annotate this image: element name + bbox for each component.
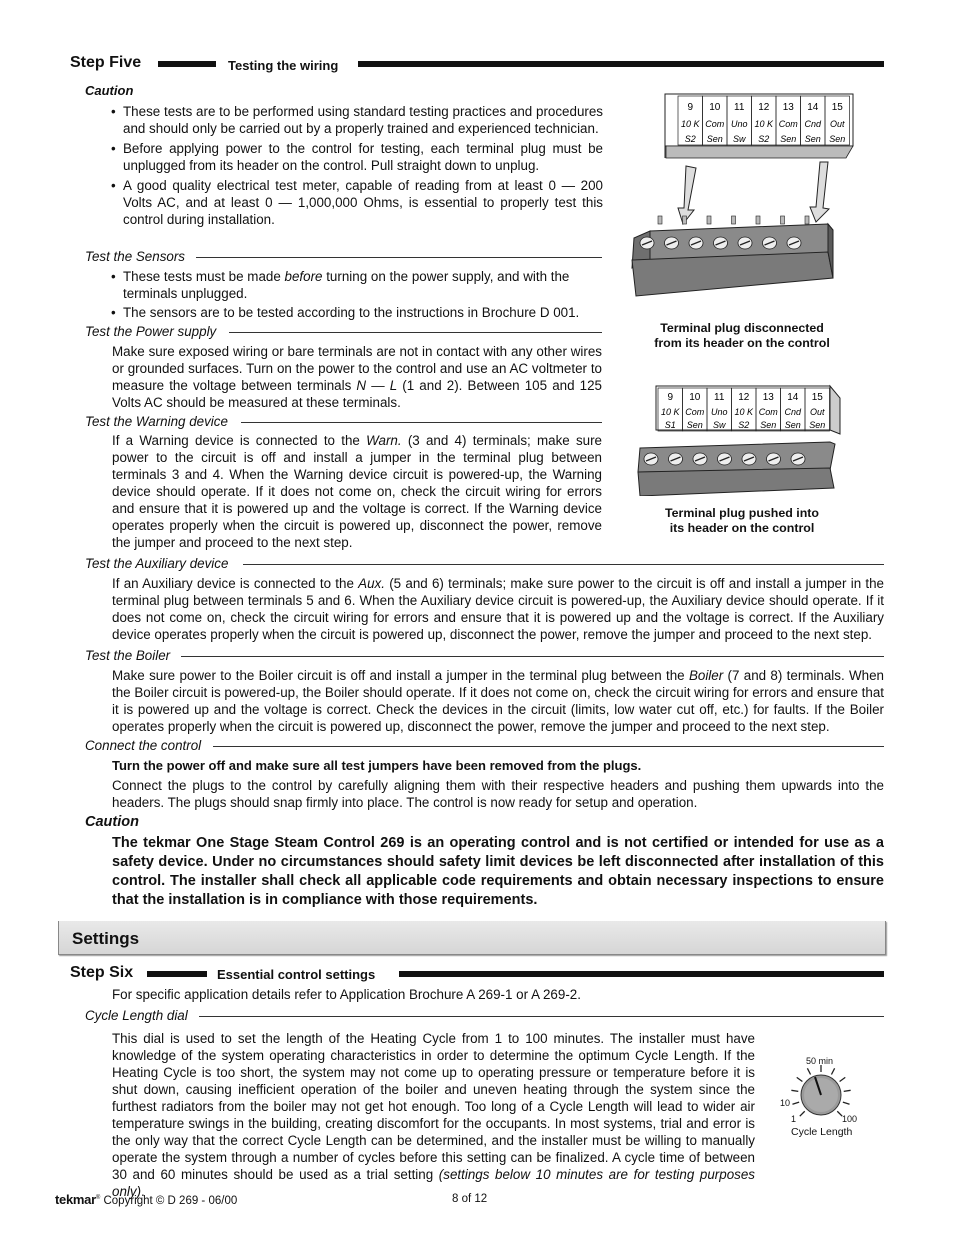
header-bar-right xyxy=(358,61,884,67)
terminal-label-top: Cnd xyxy=(784,407,802,417)
dial-tick xyxy=(844,1090,851,1091)
caution-heading: Caution xyxy=(85,83,134,98)
connect-bold-note: Turn the power off and make sure all test jumpers have been removed from the plugs. xyxy=(112,758,642,773)
terminal-label-bottom: Sen xyxy=(804,134,821,144)
step-five-title: Step Five xyxy=(70,54,142,71)
connect-paragraph: Connect the plugs to the control by carefully aligning them with their respective headers and pushing them upwards into the headers. The plugs should snap firmly into place. The control is now ready for setup and operation. xyxy=(112,778,884,810)
dial-tick xyxy=(792,1102,799,1104)
header-bar-right xyxy=(399,971,884,977)
terminal-number: 14 xyxy=(787,392,799,403)
terminal-number: 12 xyxy=(758,102,770,113)
caution-list xyxy=(111,103,603,230)
terminal-label-top: Com xyxy=(685,407,705,417)
header-pin xyxy=(683,216,687,224)
section-heading-sensors: Test the Sensors xyxy=(85,249,185,264)
footer-page-number: 8 of 12 xyxy=(452,1193,488,1205)
step-five-subtitle: Testing the wiring xyxy=(228,58,339,73)
terminal-label-top: Cnd xyxy=(804,119,822,129)
terminal-label-top: Uno xyxy=(730,119,748,129)
caution-bullet: • Before applying power to the control for testing, each terminal plug must be unplugged from its header on the control. Pull straight down to unplug. xyxy=(111,140,603,174)
rule xyxy=(241,422,602,423)
rule xyxy=(196,257,602,258)
terminal-label-top: Com xyxy=(778,119,798,129)
terminal-label-bottom: Sen xyxy=(809,420,826,430)
terminal-number: 15 xyxy=(831,102,843,113)
terminal-label-bottom: S2 xyxy=(758,134,770,144)
sensors-bullet: • The sensors are to be tested according to the instructions in Brochure D 001. xyxy=(111,304,603,321)
header-pin xyxy=(732,216,736,224)
section-heading-connect: Connect the control xyxy=(85,738,202,753)
terminal-number: 15 xyxy=(811,392,823,403)
terminal-number: 14 xyxy=(807,102,819,113)
header-pin xyxy=(707,216,711,224)
terminal-label-bottom: Sen xyxy=(784,420,801,430)
terminal-label-bottom: S2 xyxy=(684,134,696,144)
dial-max-label: 100 xyxy=(842,1114,858,1124)
terminal-label-bottom: Sen xyxy=(706,134,723,144)
dial-tick xyxy=(831,1068,834,1074)
terminal-label-top: 10 K xyxy=(680,119,700,129)
cycle-paragraph: This dial is used to set the length of the Heating Cycle from 1 to 100 minutes. The installer must have knowledge of the system operating characteristics in order to determine the optimum Cycle Length. If the Heating Cycle is too short, the system may not come up to operating pressure or temperature before it is shut down, causing inefficient operation of the boiler and uneven heating through the system since the furthest radiators from the boiler may not get hot enough. Too long of a Cycle Length will lead to wider air temperature swings in the building, creating discomfort for the occupants. In most systems, trial and error is the only way that the correct Cycle Length can be determined, and the installer must be willing to manually operate the system through a number of cycles before this setting can be finalized. A cycle time of between 30 and 60 minutes should be used as a trial setting (settings below 10 minutes are for testing purposes only). xyxy=(112,1031,755,1199)
terminal-label-bottom: Sen xyxy=(760,420,777,430)
header-bar-left xyxy=(147,971,207,977)
dial-left-label: 10 xyxy=(780,1098,791,1108)
terminal-label-bottom: Sen xyxy=(686,420,703,430)
terminal-number: 9 xyxy=(667,392,674,403)
warning-paragraph: If a Warning device is connected to the Warn. (3 and 4) terminals; make sure power to the circuit is off and install a jumper in the terminal plug between terminals 3 and 4. When the Warning device circuit is powered-up, the Warning device should operate. If it does not come on, check the circuit wiring for errors and ensure that it is powered up and the voltage is correct. If the Warning device operates properly when the circuit is powered up, disconnect the power, remove the jumper and proceed to the next step. xyxy=(112,433,602,550)
terminal-label-bottom: S2 xyxy=(738,420,750,430)
terminal-number: 9 xyxy=(687,102,694,113)
terminal-number: 13 xyxy=(762,392,774,403)
terminal-label-bottom: Sw xyxy=(732,134,746,144)
terminal-label-bottom: Sen xyxy=(780,134,797,144)
step-six-title: Step Six xyxy=(70,964,134,981)
header-pin xyxy=(756,216,760,224)
caution2-heading: Caution xyxy=(85,814,139,830)
figure2-caption: Terminal plug pushed into its header on the control xyxy=(665,506,819,535)
footer-copyright: Copyright © D 269 - 06/00 xyxy=(103,1194,238,1207)
section-heading-cycle: Cycle Length dial xyxy=(85,1008,188,1023)
terminal-label-bottom: Sw xyxy=(712,420,726,430)
terminal-number: 12 xyxy=(738,392,750,403)
aux-paragraph: If an Auxiliary device is connected to the Aux. (5 and 6) terminals; make sure power to the circuit is off and install a jumper in the terminal plug between terminals 5 and 6. When the Auxiliary device circuit is powered-up, the Auxiliary device should operate. If it does not come on, check the circuit wiring for errors and ensure that it is powered up and the voltage is correct. If the Auxiliary device operates properly when the circuit is powered up, disconnect the power, remove the jumper and proceed to the next step. xyxy=(112,576,885,642)
terminal-number: 11 xyxy=(714,392,725,403)
terminal-label-top: Out xyxy=(829,119,845,129)
rule xyxy=(213,746,884,747)
terminal-label-top: Out xyxy=(809,407,825,417)
section-heading-aux: Test the Auxiliary device xyxy=(85,556,229,571)
rule xyxy=(229,332,602,333)
dial-tick xyxy=(807,1068,810,1074)
rule xyxy=(181,656,884,657)
sensors-bullet: • These tests must be made before turning on the power supply, and with the terminals unplugged. xyxy=(111,268,603,302)
rule xyxy=(243,564,884,565)
terminal-label-bottom: S1 xyxy=(664,420,676,430)
figure1-caption: Terminal plug disconnected from its header on the control xyxy=(654,321,830,350)
dial-tick xyxy=(791,1090,798,1091)
section-heading-power: Test the Power supply xyxy=(85,324,217,339)
cycle-length-dial-figure xyxy=(772,1052,878,1142)
terminal-number: 11 xyxy=(734,102,745,113)
caution-bullet: • These tests are to be performed using standard testing practices and procedures and should only be carried out by a properly trained and experienced technician. xyxy=(111,103,603,137)
section-heading-boiler: Test the Boiler xyxy=(85,648,171,663)
dial-tick xyxy=(843,1102,850,1104)
terminal-plug-pushed-figure xyxy=(630,384,858,496)
terminal-label-top: Uno xyxy=(710,407,728,417)
header-bar-left xyxy=(158,61,216,67)
power-paragraph: Make sure exposed wiring or bare terminals are not in contact with any other wires or grounded surfaces. Turn on the power to the control and use an AC voltmeter to measure the voltage between terminals N — L (1 and 2). Between 105 and 125 Volts AC should be measured at these terminals. xyxy=(112,344,602,410)
terminal-number: 10 xyxy=(709,102,721,113)
terminal-plug-disconnected-figure xyxy=(628,88,884,300)
terminal-number: 13 xyxy=(782,102,794,113)
terminal-label-top: 10 K xyxy=(754,119,774,129)
rule xyxy=(199,1016,884,1017)
terminal-number: 10 xyxy=(689,392,701,403)
sensors-list xyxy=(111,268,603,323)
caution2-text: The tekmar One Stage Steam Control 269 is an operating control and is not certified or intended for use as a safety device. Under no circumstances should safety limit devices be left disconnected after installation of this control. The installer shall check all applicable code requirements and obtain necessary inspections to ensure that the installation is in compliance with those requirements. xyxy=(112,835,884,908)
terminal-label-top: Com xyxy=(758,407,778,417)
header-pin xyxy=(658,216,662,224)
dial-tick xyxy=(840,1077,846,1081)
dial-top-label: 50 min xyxy=(806,1056,834,1066)
section-heading-warning: Test the Warning device xyxy=(85,414,228,429)
dial-min-label: 1 xyxy=(791,1114,797,1124)
step-six-subtitle: Essential control settings xyxy=(217,967,376,982)
header-pin xyxy=(805,216,809,224)
tekmar-logo: tekmar xyxy=(55,1191,96,1207)
dial-caption: Cycle Length xyxy=(791,1126,853,1138)
caution-bullet: • A good quality electrical test meter, capable of reading from at least 0 — 200 Volts AC, and at least 0 — 1,000,000 Ohms, is essential to properly test this control during installation. xyxy=(111,177,603,228)
footer-left: tekmar® Copyright © D 269 - 06/00 xyxy=(55,1191,238,1207)
terminal-label-top: 10 K xyxy=(734,407,754,417)
step-six-intro: For specific application details refer to Application Brochure A 269-1 or A 269-2. xyxy=(112,987,581,1002)
terminal-label-bottom: Sen xyxy=(829,134,846,144)
dial-tick xyxy=(800,1111,805,1116)
dial-tick xyxy=(797,1077,803,1081)
terminal-label-top: Com xyxy=(705,119,725,129)
settings-title: Settings xyxy=(72,929,140,948)
boiler-paragraph: Make sure power to the Boiler circuit is off and install a jumper in the terminal plug between the Boiler (7 and 8) terminals. When the Boiler circuit is powered-up, the Boiler should operate. If it does not come on, check the circuit wiring for errors and ensure that it is powered up and the voltage is correct. Check the devices in the circuit (limits, low water cut off, etc.) for faults. If the Boiler operates properly when the circuit is powered up, disconnect the power, remove the jumper and proceed to the next step. xyxy=(112,668,884,734)
settings-banner xyxy=(58,921,886,955)
terminal-label-top: 10 K xyxy=(660,407,680,417)
header-pin xyxy=(781,216,785,224)
